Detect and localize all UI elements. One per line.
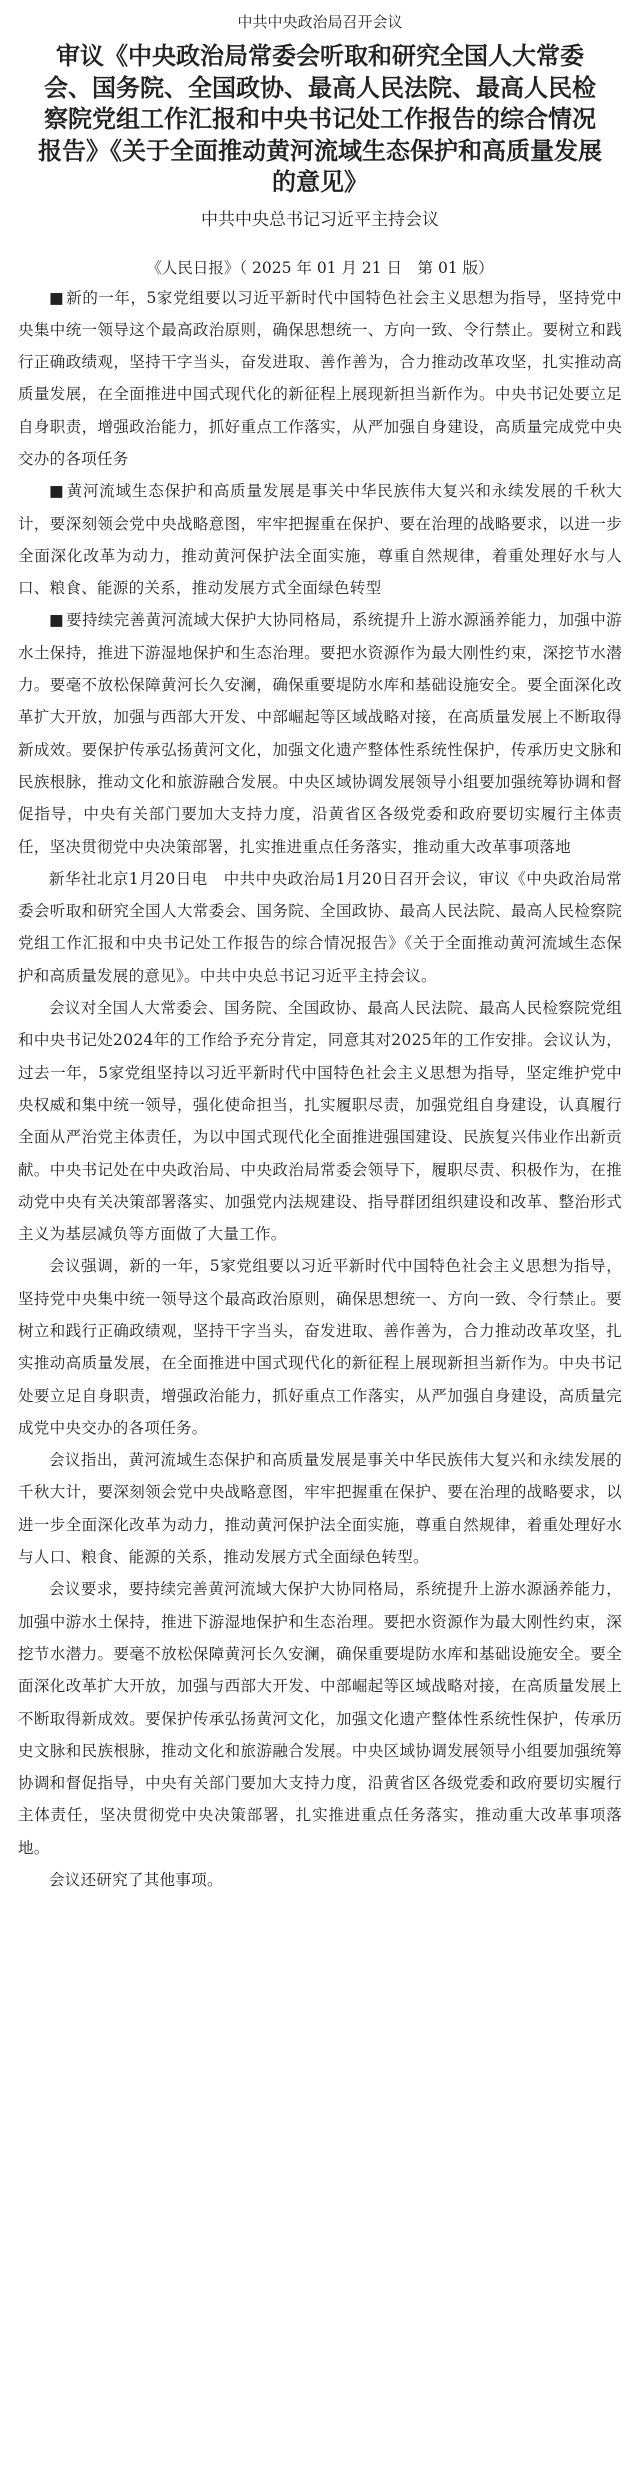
summary-bullet: [18, 282, 622, 476]
bullet-text: 要持续完善黄河流域大保护大协同格局，系统提升上游水源涵养能力，加强中游水土保持，推进下游湿地保护和生态治理。要把水资源作为最大刚性约束，深挖节水潜力。要毫不放松保障黄河长久安澜，确保重要堤防水库和基础设施安全。要全面深化改革扩大开放，加强与西部大开发、中部崛起等区域战略对接，在高质量发展上不断取得新成效。要保护传承弘扬黄河文化，加强文化遗产整体性系统性保护，传承历史文脉和民族根脉，推动文化和旅游融合发展。中央区域协调发展领导小组要加强统筹协调和督促指导，中央有关部门要加大支持力度，沿黄省区各级党委和政府要切实履行主体责任，坚决贯彻党中央决策部署，扎实推进重点任务落实，推动重大改革事项落地: [18, 611, 622, 856]
body-paragraph: 新华社北京1月20日电 中共中央政治局1月20日召开会议，审议《中央政治局常委会听取和研究全国人大常委会、国务院、全国政协、最高人民法院、最高人民检察院党组工作汇报和中央书记处工作报告的综合情况报告》《关于全面推动黄河流域生态保护和高质量发展的意见》。中共中央总书记习近平主持会议。: [18, 869, 622, 985]
bullet-square-icon: ■: [49, 482, 64, 501]
source-line: 《人民日报》（ 2025 年 01 月 21 日 第 01 版）: [146, 258, 494, 277]
subtitle: 中共中央总书记习近平主持会议: [201, 209, 439, 230]
bullet-square-icon: ■: [49, 611, 64, 630]
body-paragraph: 会议强调，新的一年，5家党组要以习近平新时代中国特色社会主义思想为指导，坚持党中央集中统一领导这个最高政治原则，确保思想统一、方向一致、令行禁止。要树立和践行正确政绩观，坚持干字当头，奋发进取、善作善为，合力推动改革攻坚，扎实推动高质量发展，在全面推进中国式现代化的新征程上展现新担当新作为。中央书记处要立足自身职责，增强政治能力，抓好重点工作落实，从严加强自身建设，高质量完成党中央交办的各项任务。: [18, 1257, 622, 1437]
bullet-square-icon: ■: [49, 288, 64, 307]
summary-bullet: [18, 475, 622, 604]
body-paragraph: 会议对全国人大常委会、国务院、全国政协、最高人民法院、最高人民检察院党组和中央书记处2024年的工作给予充分肯定，同意其对2025年的工作安排。会议认为，过去一年，5家党组坚持以习近平新时代中国特色社会主义思想为指导，坚定维护党中央权威和集中统一领导，强化使命担当，扎实履职尽责，加强党组自身建设，认真履行全面从严治党主体责任，为以中国式现代化全面推进强国建设、民族复兴伟业作出新贡献。中央书记处在中央政治局、中央政治局常委会领导下，履职尽责、积极作为，在推动党中央有关决策部署落实、加强党内法规建设、指导群团组织建设和改革、整治形式主义为基层减负等方面做了大量工作。: [18, 999, 622, 1244]
bullet-text: 黄河流域生态保护和高质量发展是事关中华民族伟大复兴和永续发展的千秋大计，要深刻领会党中央战略意图，牢牢把握重在保护、要在治理的战略要求，以进一步全面深化改革为动力，推动黄河保护法全面实施，尊重自然规律，着重处理好水与人口、粮食、能源的关系，推动发展方式全面绿色转型: [18, 482, 622, 598]
kicker: 中共中央政治局召开会议: [237, 13, 403, 31]
bullet-text: 新的一年，5家党组要以习近平新时代中国特色社会主义思想为指导，坚持党中央集中统一领导这个最高政治原则，确保思想统一、方向一致、令行禁止。要树立和践行正确政绩观，坚持干字当头，奋发进取、善作善为，合力推动改革攻坚，扎实推动高质量发展，在全面推进中国式现代化的新征程上展现新担当新作为。中央书记处要立足自身职责，增强政治能力，抓好重点工作落实，从严加强自身建设，高质量完成党中央交办的各项任务: [18, 288, 622, 468]
summary-bullet: [18, 604, 622, 862]
body-paragraph: 会议还研究了其他事项。: [49, 1871, 223, 1890]
headline: 审议《中央政治局常委会听取和研究全国人大常委会、国务院、全国政协、最高人民法院、最高人民检察院党组工作汇报和中央书记处工作报告的综合情况报告》《关于全面推动黄河流域生态保护和高质量发展的意见》: [38, 41, 602, 196]
body-paragraph: 会议指出，黄河流域生态保护和高质量发展是事关中华民族伟大复兴和永续发展的千秋大计，要深刻领会党中央战略意图，牢牢把握重在保护、要在治理的战略要求，以进一步全面深化改革为动力，推动黄河保护法全面实施，尊重自然规律，着重处理好水与人口、粮食、能源的关系，推动发展方式全面绿色转型。: [18, 1451, 622, 1567]
body-paragraph: 会议要求，要持续完善黄河流域大保护大协同格局，系统提升上游水源涵养能力，加强中游水土保持，推进下游湿地保护和生态治理。要把水资源作为最大刚性约束，深挖节水潜力。要毫不放松保障黄河长久安澜，确保重要堤防水库和基础设施安全。要全面深化改革扩大开放，加强与西部大开发、中部崛起等区域战略对接，在高质量发展上不断取得新成效。要保护传承弘扬黄河文化，加强文化遗产整体性系统性保护，传承历史文脉和民族根脉，推动文化和旅游融合发展。中央区域协调发展领导小组要加强统筹协调和督促指导，中央有关部门要加大支持力度，沿黄省区各级党委和政府要切实履行主体责任，坚决贯彻党中央决策部署，扎实推进重点任务落实，推动重大改革事项落地。: [18, 1580, 622, 1857]
